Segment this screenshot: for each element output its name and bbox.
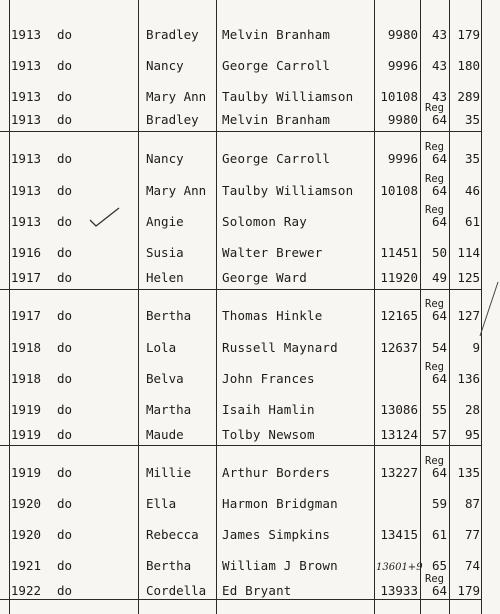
ditto-cell: do [57, 245, 73, 260]
book-cell: 61 [431, 527, 447, 542]
reg-label: Reg [425, 141, 444, 153]
ditto-cell: do [57, 58, 73, 73]
ledger-row [0, 572, 482, 603]
ditto-cell: do [57, 465, 73, 480]
first-name-cell: Cordella [146, 583, 207, 598]
year-cell: 1913 [10, 183, 41, 198]
page-cell: 180 [457, 58, 480, 73]
ditto-cell: do [57, 308, 73, 323]
year-cell: 1919 [10, 402, 41, 417]
first-name-cell: Bertha [146, 308, 192, 323]
ledger-row [0, 172, 482, 203]
spouse-name-cell: Isaih Hamlin [222, 402, 315, 417]
record-number-cell: 11451 [380, 245, 418, 260]
ditto-cell: do [57, 371, 73, 386]
ditto-cell: do [57, 214, 73, 229]
ledger-row [0, 16, 482, 47]
ledger-row [0, 259, 482, 290]
book-cell: 64 [431, 214, 447, 229]
year-cell: 1918 [10, 371, 41, 386]
spouse-name-cell: Solomon Ray [222, 214, 307, 229]
record-number-cell: 10108 [380, 89, 418, 104]
first-name-cell: Bradley [146, 27, 199, 42]
page-cell: 136 [457, 371, 480, 386]
ditto-cell: do [57, 496, 73, 511]
ledger-row [0, 47, 482, 78]
ditto-cell: do [57, 340, 73, 355]
ledger-row [0, 516, 482, 547]
book-cell: 43 [431, 58, 447, 73]
spouse-name-cell: Arthur Borders [222, 465, 331, 480]
ditto-cell: do [57, 402, 73, 417]
year-cell: 1913 [10, 27, 41, 42]
reg-label: Reg [425, 204, 444, 216]
record-number-cell: 13124 [380, 427, 418, 442]
year-cell: 1913 [10, 112, 41, 127]
ditto-cell: do [57, 89, 73, 104]
book-cell: 50 [431, 245, 447, 260]
spouse-name-cell: Taulby Williamson [222, 183, 354, 198]
reg-label: Reg [425, 573, 444, 585]
book-cell: 59 [431, 496, 447, 511]
year-cell: 1921 [10, 558, 41, 573]
page-cell: 125 [457, 270, 480, 285]
year-cell: 1913 [10, 214, 41, 229]
spouse-name-cell: Tolby Newsom [222, 427, 315, 442]
book-cell: 64 [431, 183, 447, 198]
first-name-cell: Lola [146, 340, 177, 355]
page-cell: 35 [464, 112, 480, 127]
book-cell: 64 [431, 371, 447, 386]
record-number-cell: 10108 [380, 183, 418, 198]
reg-label: Reg [425, 361, 444, 373]
spouse-name-cell: Ed Bryant [222, 583, 292, 598]
ditto-cell: do [57, 427, 73, 442]
year-cell: 1922 [10, 583, 41, 598]
year-cell: 1913 [10, 151, 41, 166]
first-name-cell: Nancy [146, 151, 184, 166]
first-name-cell: Angie [146, 214, 184, 229]
book-cell: 64 [431, 308, 447, 323]
page-cell: 28 [464, 402, 480, 417]
spouse-name-cell: John Frances [222, 371, 315, 386]
ledger-row [0, 454, 482, 485]
first-name-cell: Martha [146, 402, 192, 417]
page-cell: 77 [464, 527, 480, 542]
spouse-name-cell: George Carroll [222, 151, 331, 166]
page-cell: 61 [464, 214, 480, 229]
year-cell: 1920 [10, 527, 41, 542]
reg-label: Reg [425, 455, 444, 467]
ditto-cell: do [57, 558, 73, 573]
ledger-row [0, 203, 482, 234]
book-cell: 43 [431, 27, 447, 42]
page-cell: 95 [464, 427, 480, 442]
book-cell: 65 [431, 558, 447, 573]
page-cell: 289 [457, 89, 480, 104]
spouse-name-cell: Melvin Branham [222, 112, 331, 127]
first-name-cell: Rebecca [146, 527, 199, 542]
ditto-cell: do [57, 583, 73, 598]
book-cell: 64 [431, 151, 447, 166]
page-cell: 114 [457, 245, 480, 260]
ditto-cell: do [57, 183, 73, 198]
spouse-name-cell: Harmon Bridgman [222, 496, 338, 511]
page-cell: 179 [457, 27, 480, 42]
first-name-cell: Helen [146, 270, 184, 285]
ditto-cell: do [57, 527, 73, 542]
book-cell: 64 [431, 112, 447, 127]
ditto-cell: do [57, 27, 73, 42]
year-cell: 1918 [10, 340, 41, 355]
year-cell: 1919 [10, 465, 41, 480]
ledger-row [0, 101, 482, 132]
record-number-cell: 9980 [387, 112, 418, 127]
first-name-cell: Millie [146, 465, 192, 480]
year-cell: 1917 [10, 270, 41, 285]
ledger-row [0, 360, 482, 391]
book-cell: 55 [431, 402, 447, 417]
first-name-cell: Mary Ann [146, 183, 207, 198]
book-cell: 64 [431, 465, 447, 480]
reg-label: Reg [425, 173, 444, 185]
first-name-cell: Bertha [146, 558, 192, 573]
first-name-cell: Belva [146, 371, 184, 386]
ledger-row [0, 416, 482, 447]
page-cell: 127 [457, 308, 480, 323]
record-number-cell: 12165 [380, 308, 418, 323]
first-name-cell: Maude [146, 427, 184, 442]
spouse-name-cell: Melvin Branham [222, 27, 331, 42]
book-cell: 43 [431, 89, 447, 104]
ditto-cell: do [57, 270, 73, 285]
book-cell: 64 [431, 583, 447, 598]
ledger-row [0, 140, 482, 171]
spouse-name-cell: William J Brown [222, 558, 338, 573]
record-number-cell: 13227 [380, 465, 418, 480]
page-cell: 179 [457, 583, 480, 598]
spouse-name-cell: George Ward [222, 270, 307, 285]
record-number-cell: 13415 [380, 527, 418, 542]
book-cell: 54 [431, 340, 447, 355]
record-number-cell: 9996 [387, 58, 418, 73]
page-cell: 135 [457, 465, 480, 480]
year-cell: 1913 [10, 58, 41, 73]
year-cell: 1919 [10, 427, 41, 442]
spouse-name-cell: Walter Brewer [222, 245, 323, 260]
book-cell: 57 [431, 427, 447, 442]
record-number-cell: 13933 [380, 583, 418, 598]
record-number-cell: 13601+9 [376, 562, 423, 573]
page-cell: 35 [464, 151, 480, 166]
page-cell: 87 [464, 496, 480, 511]
page-cell: 9 [472, 340, 480, 355]
page-cell: 74 [464, 558, 480, 573]
ditto-cell: do [57, 151, 73, 166]
record-number-cell: 12637 [380, 340, 418, 355]
first-name-cell: Bradley [146, 112, 199, 127]
spouse-name-cell: James Simpkins [222, 527, 331, 542]
first-name-cell: Nancy [146, 58, 184, 73]
year-cell: 1913 [10, 89, 41, 104]
reg-label: Reg [425, 102, 444, 114]
spouse-name-cell: Russell Maynard [222, 340, 338, 355]
ledger-row [0, 485, 482, 516]
record-number-cell: 9996 [387, 151, 418, 166]
page-cell: 46 [464, 183, 480, 198]
spouse-name-cell: Thomas Hinkle [222, 308, 323, 323]
first-name-cell: Susia [146, 245, 184, 260]
first-name-cell: Mary Ann [146, 89, 207, 104]
book-cell: 49 [431, 270, 447, 285]
first-name-cell: Ella [146, 496, 177, 511]
spouse-name-cell: Taulby Williamson [222, 89, 354, 104]
ledger-row [0, 297, 482, 328]
ledger-row [0, 329, 482, 360]
record-number-cell: 11920 [380, 270, 418, 285]
record-number-cell: 9980 [387, 27, 418, 42]
reg-label: Reg [425, 298, 444, 310]
year-cell: 1920 [10, 496, 41, 511]
year-cell: 1917 [10, 308, 41, 323]
spouse-name-cell: George Carroll [222, 58, 331, 73]
year-cell: 1916 [10, 245, 41, 260]
ditto-cell: do [57, 112, 73, 127]
record-number-cell: 13086 [380, 402, 418, 417]
